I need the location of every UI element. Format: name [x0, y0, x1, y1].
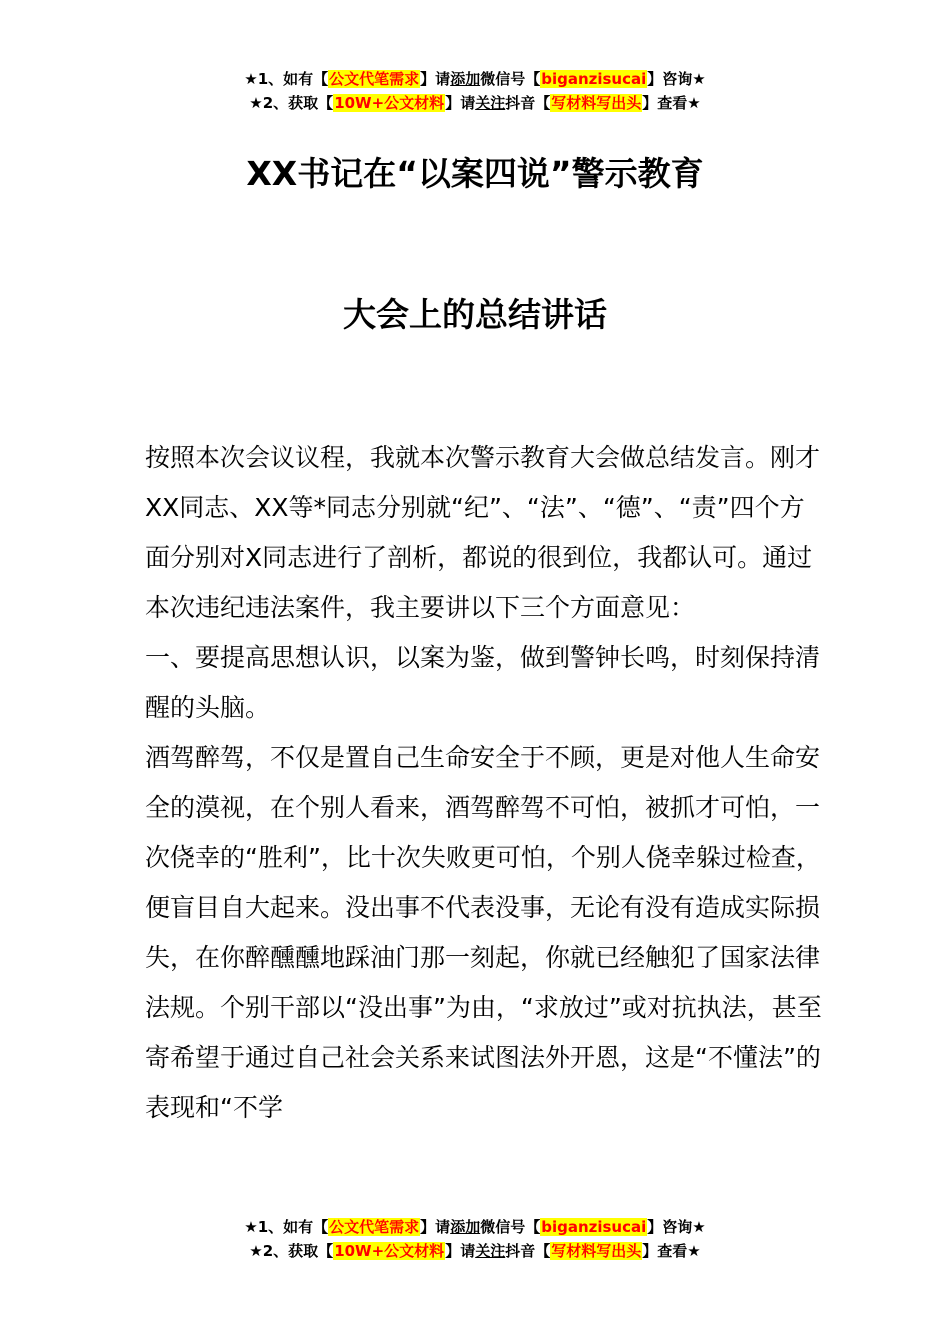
- banner-text: 】请: [420, 70, 451, 88]
- top-banner: [0, 67, 950, 115]
- banner-underlined-text: 关注: [475, 94, 506, 112]
- banner-underlined-text: 关注: [475, 1242, 506, 1260]
- highlight-service: 公文代笔需求: [329, 1218, 420, 1236]
- banner-underlined-text: 添加: [450, 70, 481, 88]
- highlight-wechat-id: biganzisucai: [541, 1218, 647, 1236]
- document-body: [145, 433, 825, 1133]
- banner-line-2: [0, 91, 950, 115]
- highlight-materials: 10W+公文材料: [334, 1242, 445, 1260]
- banner-underlined-text: 添加: [450, 1218, 481, 1236]
- banner-line-1: [0, 67, 950, 91]
- body-paragraph: 酒驾醉驾，不仅是置自己生命安全于不顾，更是对他人生命安全的漠视，在个别人看来，酒驾醉驾不可怕，被抓才可怕，一次侥幸的“胜利”，比十次失败更可怕，个别人侥幸躲过检查，便盲目自大起来。没出事不代表没事，无论有没有造成实际损失，在你醉醺醺地踩油门那一刻起，你就已经触犯了国家法律法规。个别干部以“没出事”为由，“求放过”或对抗执法，甚至寄希望于通过自己社会关系来试图法外开恩，这是“不懂法”的表现和“不学: [145, 743, 822, 1122]
- highlight-service: 公文代笔需求: [329, 70, 420, 88]
- document-title-line-2: 大会上的总结讲话: [343, 295, 607, 334]
- banner-text: 】查看★: [642, 94, 701, 112]
- banner-text: 抖音【: [505, 1242, 551, 1260]
- highlight-douyin-account: 写材料写出头: [551, 94, 642, 112]
- highlight-douyin-account: 写材料写出头: [551, 1242, 642, 1260]
- body-section-heading-1: 一、要提高思想认识，以案为鉴，做到警钟长鸣，时刻保持清醒的头脑。: [145, 643, 821, 722]
- banner-line-2: [0, 1239, 950, 1263]
- banner-line-1: [0, 1215, 950, 1239]
- banner-text: 】咨询★: [647, 70, 706, 88]
- banner-text: 】请: [445, 1242, 476, 1260]
- banner-text: ★2、获取【: [249, 94, 334, 112]
- banner-text: ★1、如有【: [244, 70, 329, 88]
- banner-text: 抖音【: [505, 94, 551, 112]
- banner-text: ★1、如有【: [244, 1218, 329, 1236]
- banner-text: 】咨询★: [647, 1218, 706, 1236]
- banner-text: ★2、获取【: [249, 1242, 334, 1260]
- document-title-line-1: XX书记在“以案四说”警示教育: [246, 154, 704, 193]
- banner-text: 】请: [445, 94, 476, 112]
- banner-text: 微信号【: [480, 1218, 541, 1236]
- highlight-wechat-id: biganzisucai: [541, 70, 647, 88]
- bottom-banner: [0, 1215, 950, 1263]
- banner-text: 微信号【: [480, 70, 541, 88]
- banner-text: 】查看★: [642, 1242, 701, 1260]
- body-paragraph-intro: 按照本次会议议程，我就本次警示教育大会做总结发言。刚才XX同志、XX等*同志分别就“纪”、“法”、“德”、“责”四个方面分别对X同志进行了剖析，都说的很到位，我都认可。通过本次违纪违法案件，我主要讲以下三个方面意见：: [145, 443, 821, 622]
- banner-text: 】请: [420, 1218, 451, 1236]
- highlight-materials: 10W+公文材料: [334, 94, 445, 112]
